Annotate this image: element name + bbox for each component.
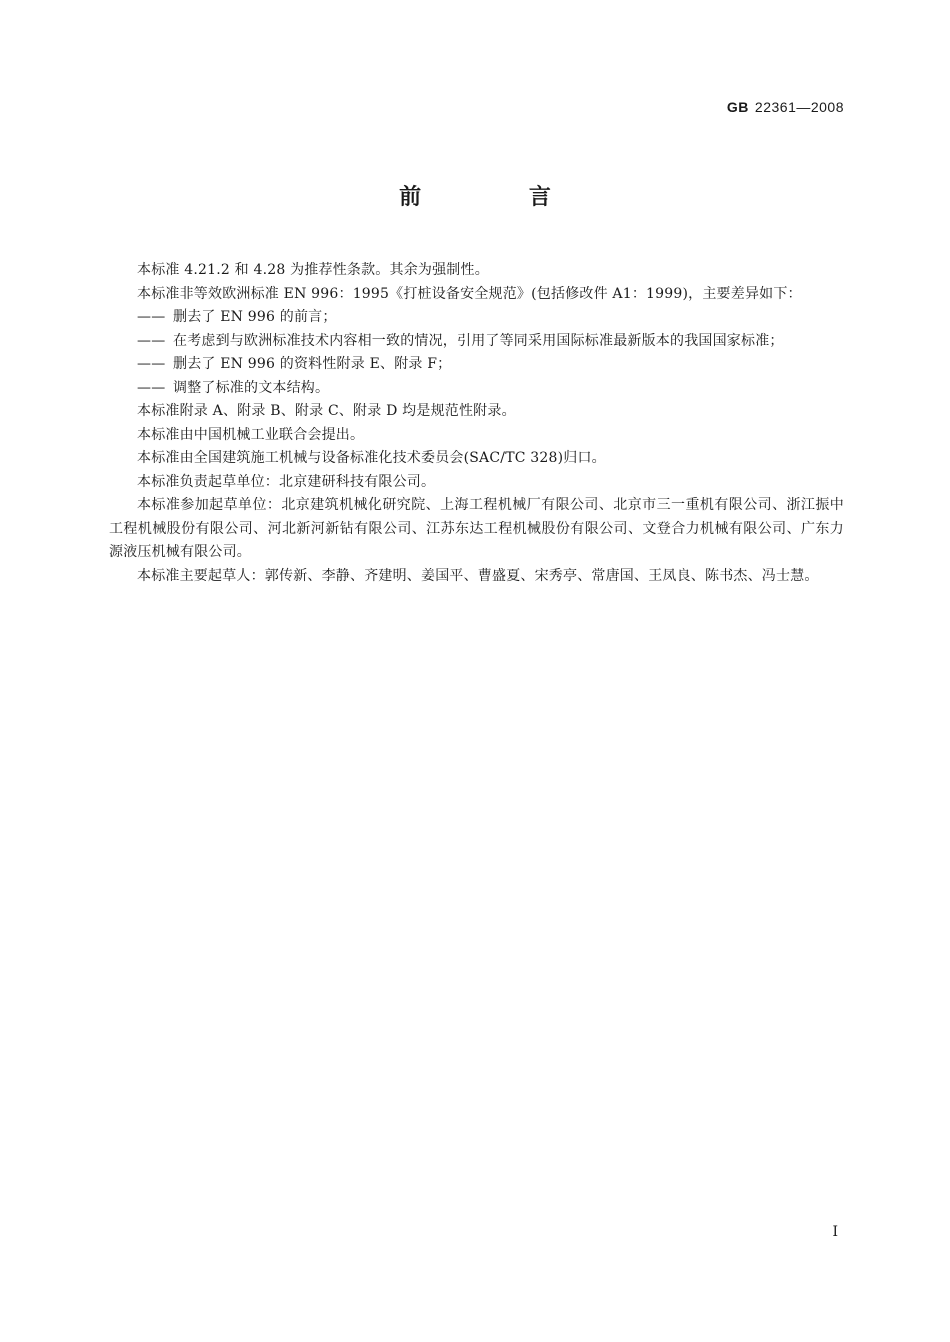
difference-item — [109, 330, 844, 354]
standard-code: 22361—2008 — [754, 99, 844, 115]
difference-item — [109, 353, 844, 377]
paragraph-committee: 本标准由全国建筑施工机械与设备标准化技术委员会(SAC/TC 328)归口。 — [137, 450, 606, 466]
difference-text: 删去了 EN 996 的前言； — [173, 309, 337, 325]
paragraph-annexes: 本标准附录 A、附录 B、附录 C、附录 D 均是规范性附录。 — [137, 403, 516, 419]
paragraph-proposer: 本标准由中国机械工业联合会提出。 — [137, 426, 365, 443]
paragraph-recommended-clauses: 本标准 4.21.2 和 4.28 为推荐性条款。其余为强制性。 — [137, 262, 489, 278]
page-title: 前 言 — [399, 185, 601, 210]
dash-mark: —— — [137, 309, 166, 325]
dash-mark: —— — [137, 379, 166, 396]
paragraph-main-drafters: 本标准主要起草人：郭传新、李静、齐建明、姜国平、曹盛夏、宋秀亭、常唐国、王凤良、陈书杰、冯士慧。 — [137, 567, 819, 584]
paragraph-equivalence: 本标准非等效欧洲标准 EN 996：1995《打桩设备安全规范》(包括修改件 A1：1999)，主要差异如下： — [137, 285, 802, 302]
dash-mark: —— — [137, 356, 166, 372]
difference-item — [109, 306, 844, 330]
standard-prefix: GB — [726, 99, 749, 115]
paragraph-participating-drafters: 本标准参加起草单位：北京建筑机械化研究院、上海工程机械厂有限公司、北京市三一重机有限公司、浙江振中工程机械股份有限公司、河北新河新钻有限公司、江苏东达工程机械股份有限公司、文登合力机械有限公司、广东力源液压机械有限公司。 — [109, 497, 844, 560]
foreword-body — [109, 259, 844, 588]
difference-item — [109, 377, 844, 401]
standard-number — [727, 99, 844, 115]
difference-text: 在考虑到与欧洲标准技术内容相一致的情况，引用了等同采用国际标准最新版本的我国国家标准； — [173, 332, 784, 349]
page-number: I — [832, 1224, 838, 1240]
dash-mark: —— — [137, 332, 166, 349]
difference-text: 调整了标准的文本结构。 — [173, 379, 330, 396]
paragraph-lead-drafter: 本标准负责起草单位：北京建研科技有限公司。 — [137, 473, 436, 490]
difference-text: 删去了 EN 996 的资料性附录 E、附录 F； — [173, 356, 452, 372]
